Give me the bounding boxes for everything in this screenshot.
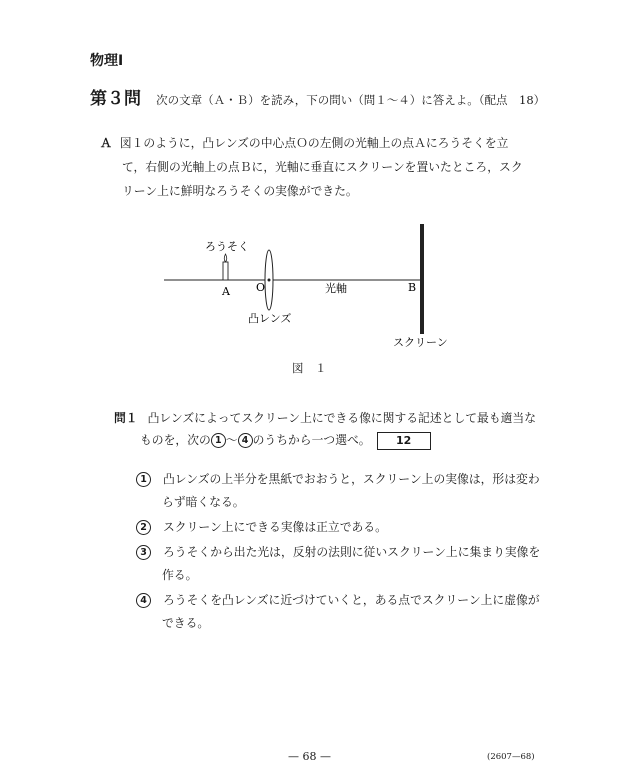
choice-1-text-1: 凸レンズの上半分を黒紙でおおうと，スクリーン上の実像は，形は変わ xyxy=(163,472,540,486)
choice-3 xyxy=(136,541,540,587)
section-a-label: Ａ xyxy=(100,136,112,150)
candle-flame-icon xyxy=(224,254,227,262)
section-a-text-1: 図１のように，凸レンズの中心点Ｏの左側の光軸上の点Ａにろうそくを立 xyxy=(119,136,509,150)
choice-3-text-1: ろうそくから出た光は，反射の法則に従いスクリーン上に集まり実像を xyxy=(163,545,541,559)
screen-icon xyxy=(420,224,424,334)
question-1-label: 問１ xyxy=(114,411,138,425)
choice-2 xyxy=(136,516,540,539)
choice-4-line-2: できる。 xyxy=(162,616,210,630)
choice-1-circled-number: 1 xyxy=(136,472,151,487)
range-separator: ～ xyxy=(225,433,238,447)
choice-4-line-1 xyxy=(136,589,540,612)
candle-label: ろうそく xyxy=(205,240,249,253)
question-1-text-2a: ものを，次の xyxy=(140,433,211,447)
page-number: — 68 — xyxy=(288,750,331,763)
screen-label: スクリーン xyxy=(393,336,448,349)
question-1 xyxy=(114,407,536,451)
optical-axis-label: 光軸 xyxy=(325,282,347,295)
choice-4-circled-number: 4 xyxy=(136,593,151,608)
choice-3-line-2: 作る。 xyxy=(162,568,198,582)
question-1-text-1: 凸レンズによってスクリーン上にできる像に関する記述として最も適当な xyxy=(147,411,537,425)
section-a-line-1 xyxy=(100,131,540,155)
choice-4-text-1: ろうそくを凸レンズに近づけていくと，ある点でスクリーン上に虚像が xyxy=(163,593,540,607)
question-instructions: 次の文章（Ａ・Ｂ）を読み，下の問い（問１～４）に答えよ。（配点 18） xyxy=(156,93,546,107)
choice-1-line-1 xyxy=(136,468,540,491)
figure-1-diagram xyxy=(150,220,470,350)
answer-box: 12 xyxy=(377,432,431,450)
question-header xyxy=(90,84,545,109)
range-start-circled-number: 1 xyxy=(211,433,226,448)
section-a-line-2: て，右側の光軸上の点Ｂに，光軸に垂直にスクリーンを置いたところ，スク xyxy=(122,160,523,174)
choice-4 xyxy=(136,589,540,635)
question-1-line-2 xyxy=(114,429,536,451)
figure-caption: 図 １ xyxy=(292,361,327,375)
subject-title: 物理Ⅰ xyxy=(90,53,124,69)
range-end-circled-number: 4 xyxy=(238,433,253,448)
choice-2-text-1: スクリーン上にできる実像は正立である。 xyxy=(163,520,387,534)
answer-choices xyxy=(136,468,540,637)
choice-3-line-1 xyxy=(136,541,540,564)
question-1-line-1 xyxy=(114,407,536,429)
question-1-text-2b: のうちから一つ選べ。 xyxy=(252,433,371,447)
point-o-label: O xyxy=(256,281,266,294)
lens-center-point xyxy=(268,279,271,282)
section-a-line-3: リーン上に鮮明なろうそくの実像ができた。 xyxy=(122,184,358,198)
choice-2-circled-number: 2 xyxy=(136,520,151,535)
page-code: (2607—68) xyxy=(487,752,535,762)
point-a-label: A xyxy=(222,285,230,298)
choice-1 xyxy=(136,468,540,514)
candle-icon xyxy=(223,262,228,280)
section-a-paragraph xyxy=(100,131,540,203)
choice-2-line-1 xyxy=(136,516,540,539)
lens-label: 凸レンズ xyxy=(248,312,292,325)
choice-3-circled-number: 3 xyxy=(136,545,151,560)
choice-1-line-2: らず暗くなる。 xyxy=(162,495,245,509)
point-b-label: B xyxy=(408,281,417,294)
question-number: 第３問 xyxy=(90,89,141,109)
